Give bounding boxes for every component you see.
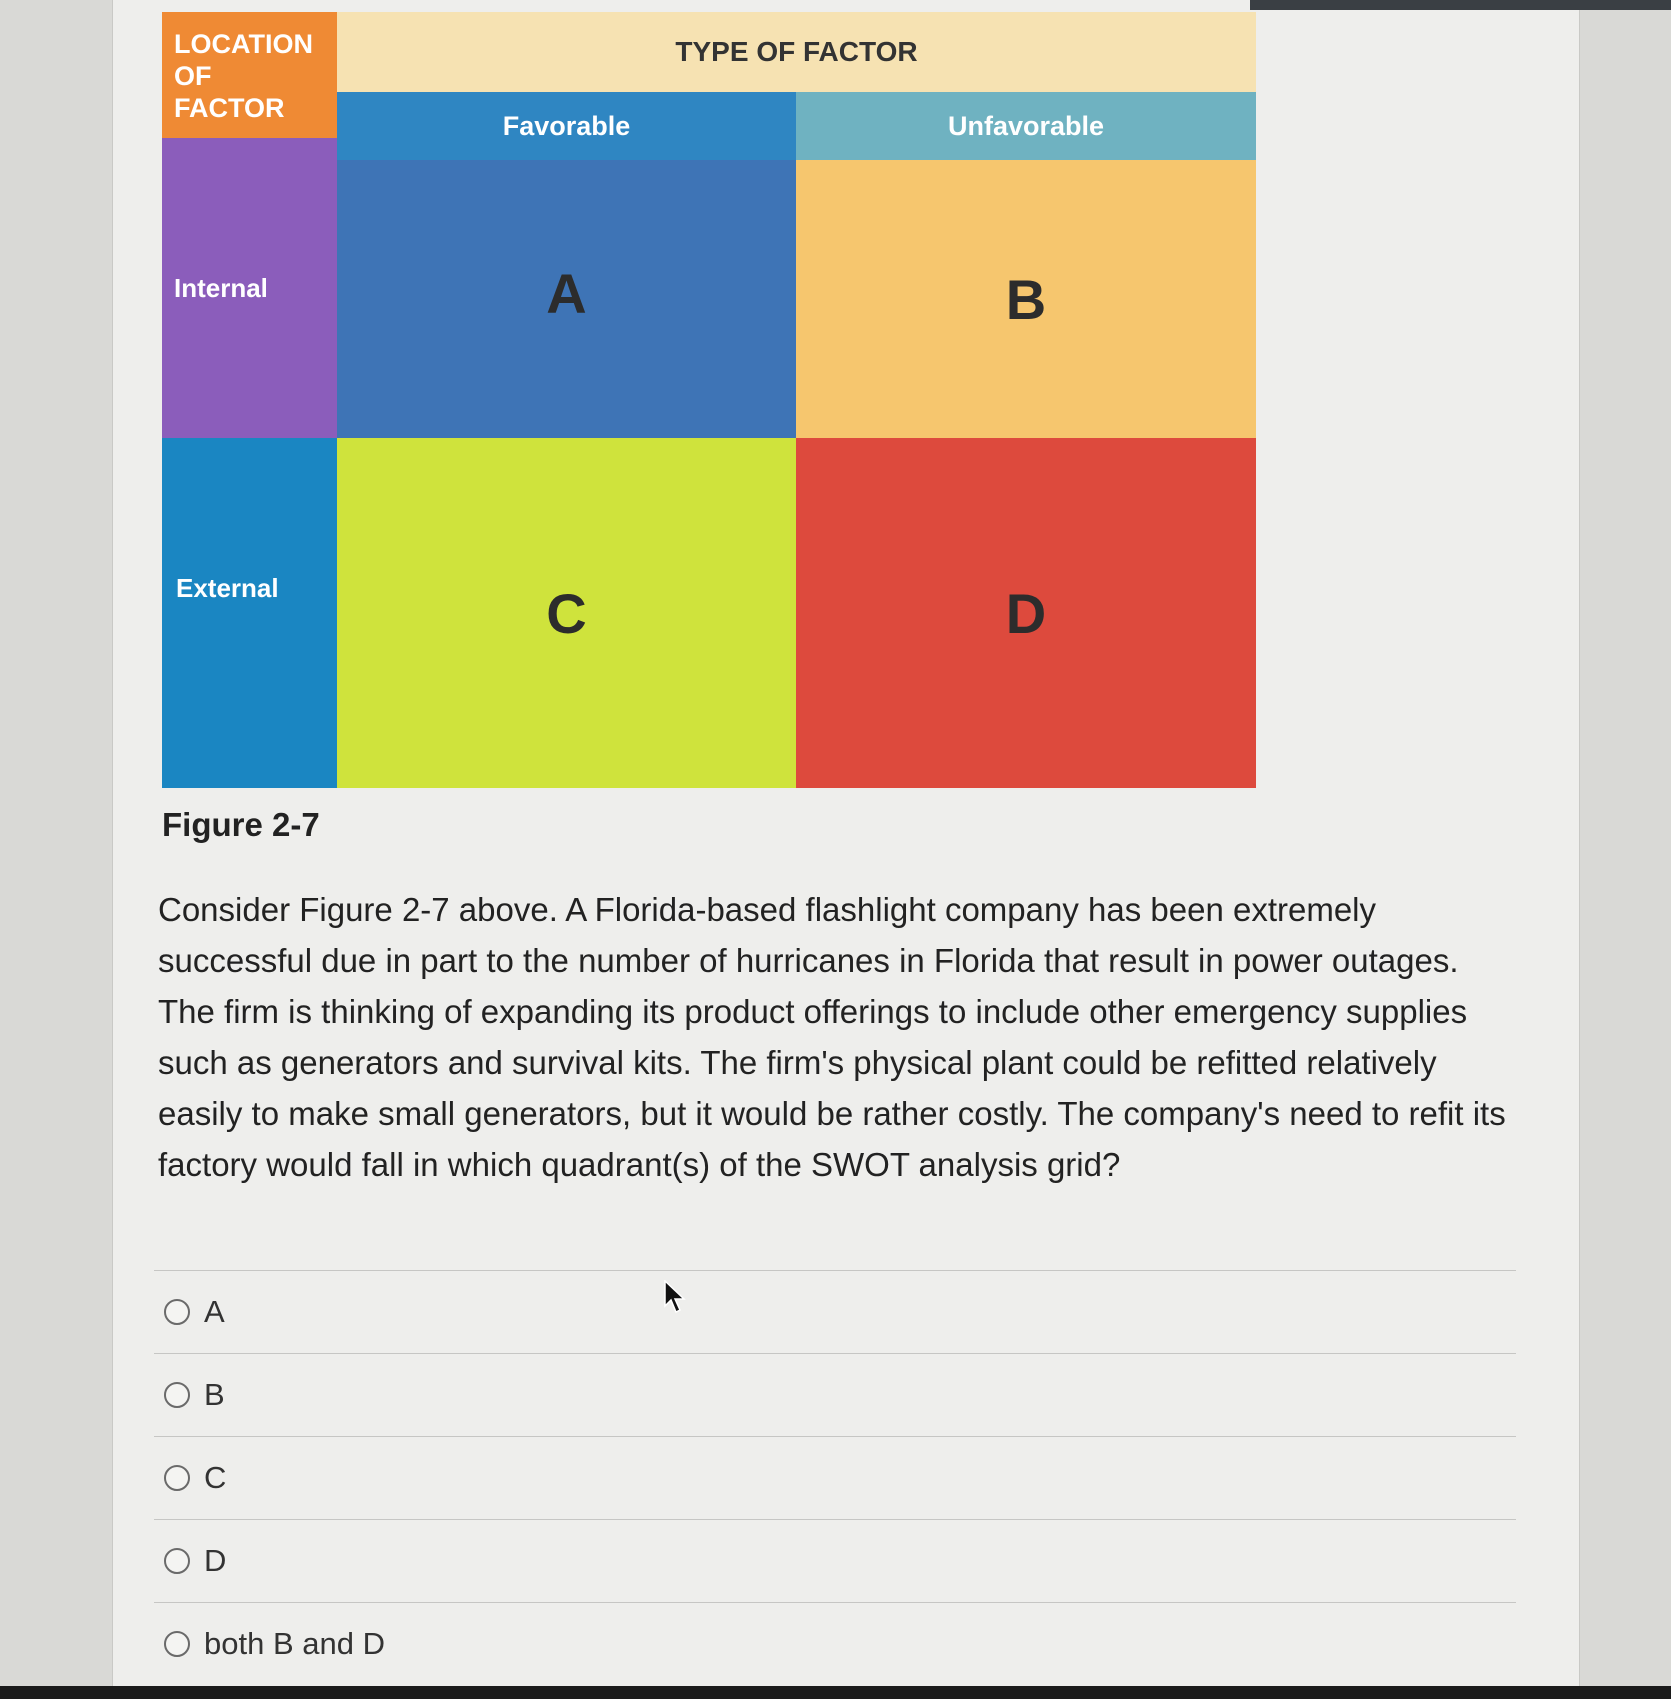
- radio-d[interactable]: [164, 1548, 190, 1574]
- option-c-label: C: [204, 1460, 227, 1495]
- quadrant-b: [796, 160, 1256, 438]
- quadrant-a-label: A: [546, 261, 587, 325]
- option-c[interactable]: [154, 1436, 1516, 1519]
- figure-caption: Figure 2-7: [162, 806, 320, 843]
- radio-a[interactable]: [164, 1299, 190, 1325]
- answer-options: [154, 1270, 1516, 1685]
- option-d[interactable]: [154, 1519, 1516, 1602]
- type-of-factor-header: TYPE OF FACTOR: [337, 12, 1256, 92]
- favorable-header: Favorable: [337, 92, 796, 160]
- radio-b[interactable]: [164, 1382, 190, 1408]
- mouse-pointer-icon: [664, 1280, 686, 1314]
- option-d-label: D: [204, 1543, 227, 1578]
- unfavorable-header: Unfavorable: [796, 92, 1256, 160]
- option-a-label: A: [204, 1294, 225, 1329]
- quadrant-c: [337, 438, 796, 788]
- quadrant-d: [796, 438, 1256, 788]
- quadrant-a: [337, 160, 796, 438]
- option-b[interactable]: [154, 1353, 1516, 1436]
- quadrant-d-label: D: [1005, 581, 1047, 645]
- internal-row-label: Internal: [162, 138, 337, 438]
- swot-grid: [162, 12, 1256, 788]
- option-a[interactable]: [154, 1270, 1516, 1353]
- option-both-b-and-d[interactable]: [154, 1602, 1516, 1685]
- screen-bottom-bezel: [0, 1686, 1671, 1699]
- top-strip: [1250, 0, 1671, 10]
- option-b-label: B: [204, 1377, 225, 1412]
- question-text: Consider Figure 2-7 above. A Florida-based flashlight company has been extremely successful due in part to the number of hurricanes in Florida that result in power outages. The firm is thinking of expanding its product offerings to include other emergency supplies such as generators and survival kits. The firm's physical plant could be refitted relatively easily to make small generators, but it would be rather costly. The company's need to refit its factory would fall in which quadrant(s) of the SWOT analysis grid?: [158, 891, 1506, 1183]
- radio-c[interactable]: [164, 1465, 190, 1491]
- radio-both-b-and-d[interactable]: [164, 1631, 190, 1657]
- quadrant-b-label: B: [1005, 267, 1047, 331]
- option-both-b-and-d-label: both B and D: [204, 1626, 385, 1661]
- quadrant-c-label: C: [546, 581, 587, 645]
- location-of-factor-header: LOCATION OF FACTOR: [162, 12, 337, 138]
- external-row-label: External: [162, 438, 337, 788]
